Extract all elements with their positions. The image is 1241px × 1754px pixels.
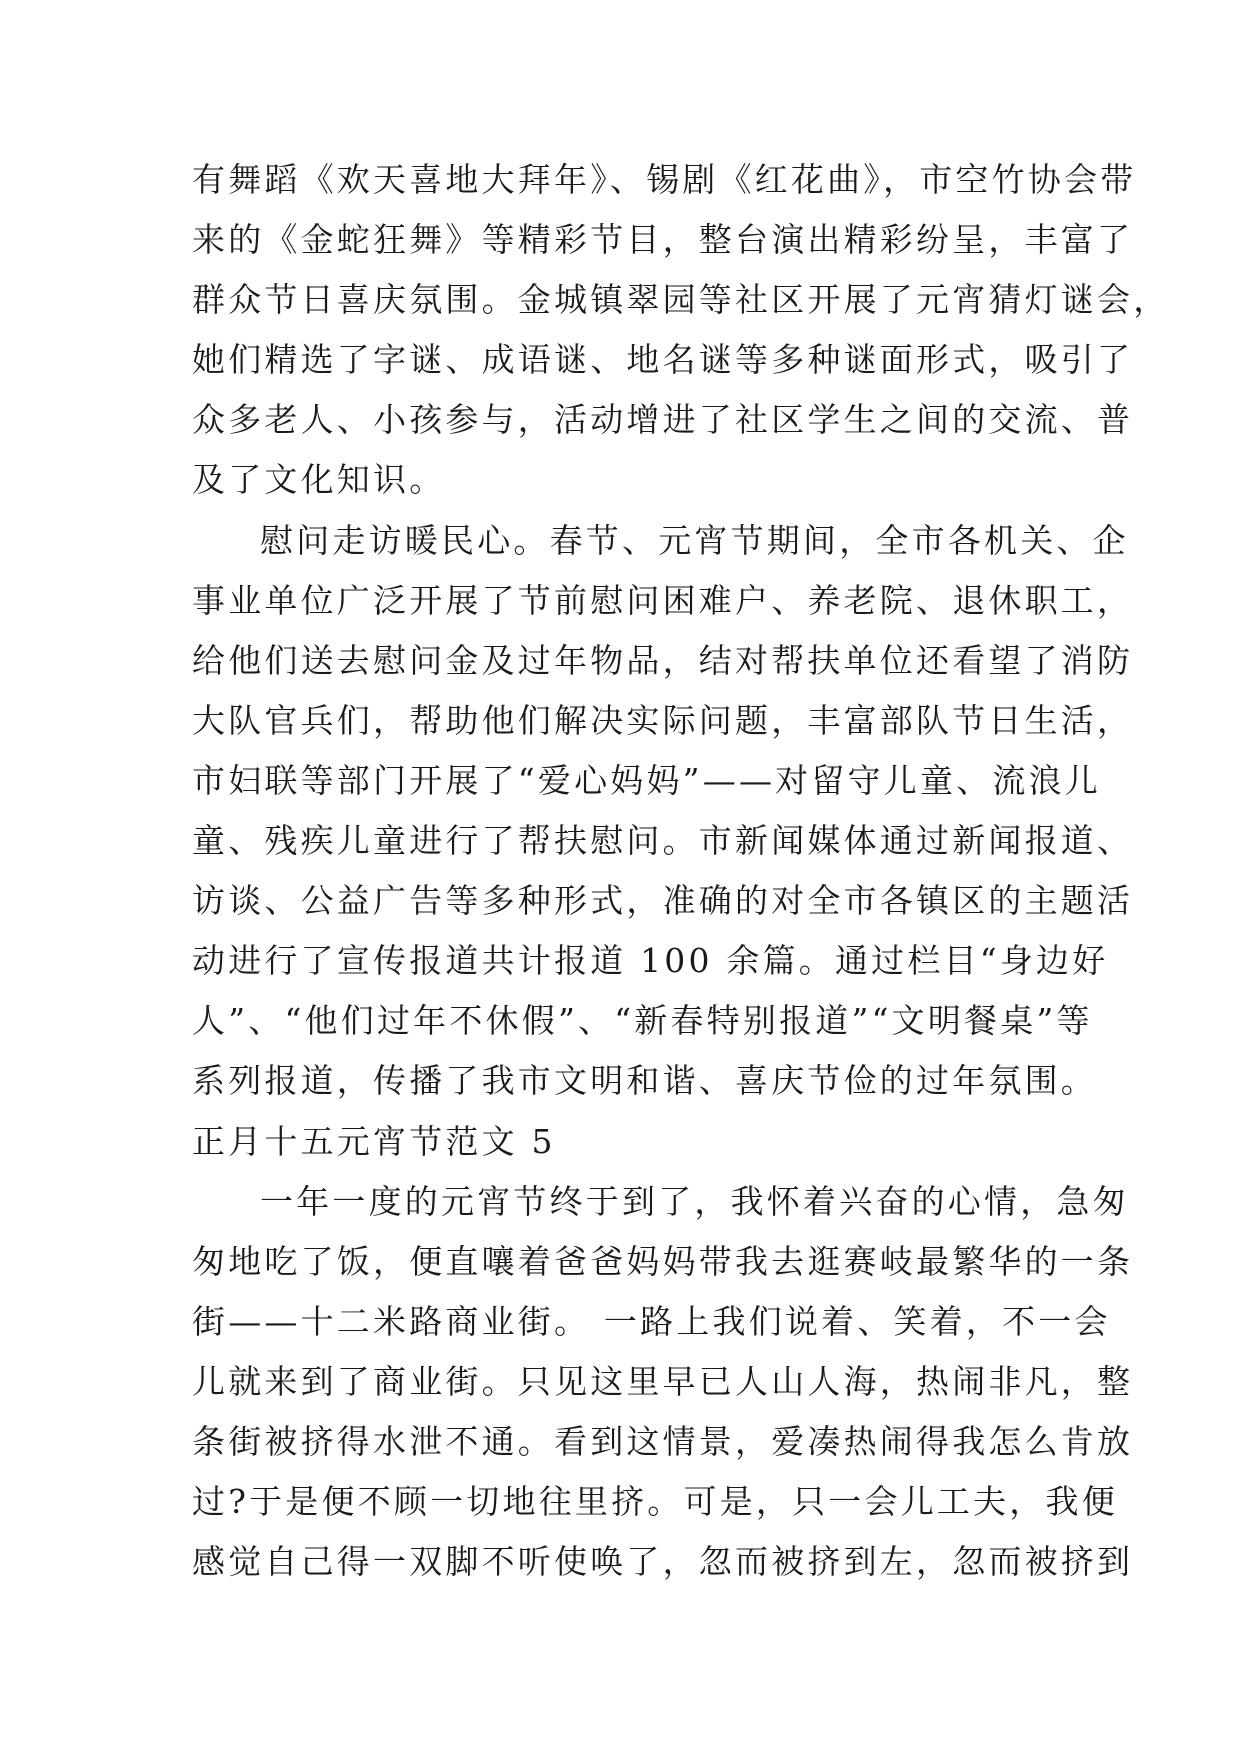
- paragraph-line: 众多老人、小孩参与，活动增进了社区学生之间的交流、普: [192, 400, 1134, 440]
- paragraph-line: 儿就来到了商业街。只见这里早已人山人海，热闹非凡，整: [192, 1361, 1134, 1401]
- paragraph-line: 感觉自己得一双脚不听使唤了，忽而被挤到左，忽而被挤到: [192, 1542, 1134, 1582]
- paragraph-line: 来的《金蛇狂舞》等精彩节目，整台演出精彩纷呈，丰富了: [192, 220, 1134, 260]
- paragraph-line: 访谈、公益广告等多种形式，准确的对全市各镇区的主题活: [192, 881, 1134, 921]
- paragraph-line: 给他们送去慰问金及过年物品，结对帮扶单位还看望了消防: [192, 640, 1134, 680]
- paragraph-line: 她们精选了字谜、成语谜、地名谜等多种谜面形式，吸引了: [192, 340, 1134, 380]
- paragraph-line: 大队官兵们，帮助他们解决实际问题，丰富部队节日生活，: [192, 700, 1134, 740]
- paragraph-line: 过?于是便不顾一切地往里挤。可是，只一会儿工夫，我便: [192, 1482, 1118, 1522]
- paragraph-line: 系列报道，传播了我市文明和谐、喜庆节俭的过年氛围。: [192, 1061, 1097, 1101]
- paragraph-line: 街——十二米路商业街。 一路上我们说着、笑着，不一会: [192, 1301, 1111, 1341]
- paragraph-line: 一年一度的元宵节终于到了，我怀着兴奋的心情，急匆: [260, 1181, 1129, 1221]
- paragraph-line: 市妇联等部门开展了“爱心妈妈”——对留守儿童、流浪儿: [192, 760, 1101, 800]
- paragraph-line: 及了文化知识。: [192, 460, 446, 500]
- section-heading: 正月十五元宵节范文 5: [192, 1121, 556, 1161]
- paragraph-line: 童、残疾儿童进行了帮扶慰问。市新闻媒体通过新闻报道、: [192, 821, 1134, 861]
- paragraph-line: 群众节日喜庆氛围。金城镇翠园等社区开展了元宵猜灯谜会，: [192, 280, 1170, 320]
- paragraph-line: 匆地吃了饭，便直嚷着爸爸妈妈带我去逛赛岐最繁华的一条: [192, 1241, 1134, 1281]
- paragraph-line: 慰问走访暖民心。春节、元宵节期间，全市各机关、企: [260, 520, 1129, 560]
- paragraph-line: 动进行了宣传报道共计报道 100 余篇。通过栏目“身边好: [192, 941, 1109, 981]
- paragraph-line: 条街被挤得水泄不通。看到这情景，爱凑热闹得我怎么肯放: [192, 1421, 1134, 1461]
- document-body: [192, 150, 1170, 1592]
- paragraph-line: 人”、“他们过年不休假”、“新春特别报道”“文明餐桌”等: [192, 1001, 1093, 1041]
- paragraph-line: 有舞蹈《欢天喜地大拜年》、锡剧《红花曲》，市空竹协会带: [192, 160, 1137, 199]
- paragraph-line: 事业单位广泛开展了节前慰问困难户、养老院、退休职工，: [192, 580, 1134, 620]
